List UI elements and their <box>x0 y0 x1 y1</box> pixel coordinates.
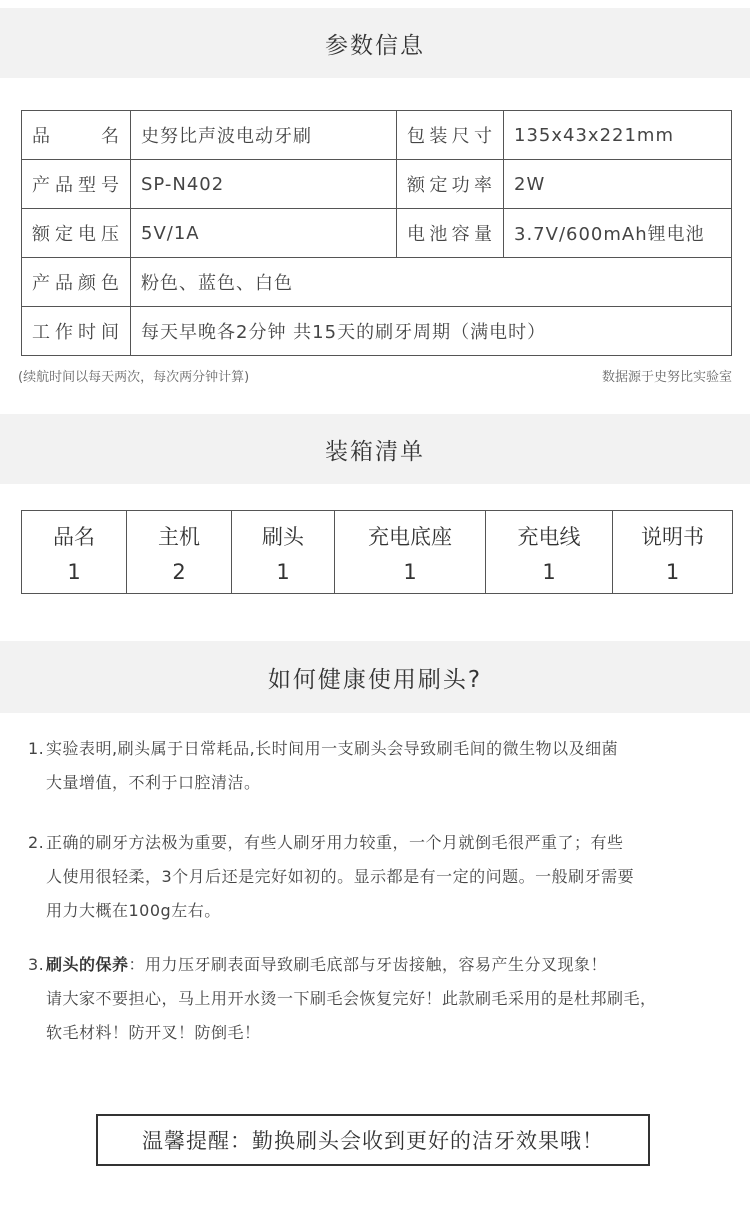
packing-header: 说明书 <box>613 511 733 557</box>
spec-value: 每天早晚各2分钟 共15天的刷牙周期（满电时） <box>131 307 732 356</box>
spec-label: 包装尺寸 <box>397 111 504 160</box>
table-row <box>22 209 732 258</box>
spec-label: 产品型号 <box>22 160 131 209</box>
paragraph-number: 2. <box>28 833 45 852</box>
paragraph-number: 3. <box>28 955 45 974</box>
reminder-text: 温馨提醒：勤换刷头会收到更好的洁牙效果哦！ <box>142 1129 604 1153</box>
packing-header: 刷头 <box>232 511 335 557</box>
table-row <box>22 307 732 356</box>
spec-label: 产品颜色 <box>22 258 131 307</box>
packing-value: 1 <box>335 556 486 594</box>
params-section-header <box>0 8 750 78</box>
packing-value: 2 <box>127 556 232 594</box>
paragraph-line: 人使用很轻柔，3个月后还是完好如初的。显示都是有一定的问题。一般刷牙需要 <box>46 867 635 886</box>
paragraph-line: 正确的刷牙方法极为重要，有些人刷牙用力较重，一个月就倒毛很严重了；有些 <box>46 833 624 852</box>
packing-value: 1 <box>22 556 127 594</box>
table-row <box>22 511 733 557</box>
paragraph-line: ：用力压牙刷表面导致刷毛底部与牙齿接触，容易产生分叉现象！ <box>128 955 608 974</box>
spec-value: 5V/1A <box>131 209 397 258</box>
spec-value: 3.7V/600mAh锂电池 <box>504 209 732 258</box>
packing-header: 充电底座 <box>335 511 486 557</box>
battery-note: (续航时间以每天两次，每次两分钟计算) <box>18 370 250 385</box>
spec-label: 工作时间 <box>22 307 131 356</box>
spec-value: 135x43x221mm <box>504 111 732 160</box>
table-row <box>22 258 732 307</box>
usage-paragraph-3 <box>28 948 748 1050</box>
table-row <box>22 111 732 160</box>
packing-value: 1 <box>613 556 733 594</box>
usage-paragraph-1 <box>28 732 748 800</box>
packing-header: 品名 <box>22 511 127 557</box>
spec-label: 额定功率 <box>397 160 504 209</box>
packing-header: 主机 <box>127 511 232 557</box>
spec-label: 品名 <box>22 111 131 160</box>
spec-value: 2W <box>504 160 732 209</box>
usage-section-header <box>0 641 750 713</box>
paragraph-number: 1. <box>28 739 45 758</box>
paragraph-line: 软毛材料！防开叉！防倒毛！ <box>46 1023 261 1042</box>
spec-label: 额定电压 <box>22 209 131 258</box>
spec-value: SP-N402 <box>131 160 397 209</box>
paragraph-bold-heading: 刷头的保养 <box>46 955 129 974</box>
packing-header: 充电线 <box>486 511 613 557</box>
table-row <box>22 556 733 594</box>
paragraph-line: 请大家不要担心，马上用开水烫一下刷毛会恢复完好！此款刷毛采用的是杜邦刷毛， <box>46 989 657 1008</box>
paragraph-line: 实验表明,刷头属于日常耗品,长时间用一支刷头会导致刷毛间的微生物以及细菌 <box>46 739 619 758</box>
spec-value: 粉色、蓝色、白色 <box>131 258 732 307</box>
packing-title: 装箱清单 <box>325 438 425 465</box>
spec-table <box>21 110 732 356</box>
reminder-box <box>96 1114 650 1166</box>
paragraph-line: 大量增值，不利于口腔清洁。 <box>46 773 261 792</box>
packing-value: 1 <box>486 556 613 594</box>
paragraph-line: 用力大概在100g左右。 <box>46 901 221 920</box>
packing-table <box>21 510 733 594</box>
spec-label: 电池容量 <box>397 209 504 258</box>
data-source-note: 数据源于史努比实验室 <box>601 370 732 385</box>
packing-value: 1 <box>232 556 335 594</box>
params-title: 参数信息 <box>325 32 425 59</box>
usage-title: 如何健康使用刷头? <box>267 666 483 693</box>
spec-value: 史努比声波电动牙刷 <box>131 111 397 160</box>
table-row <box>22 160 732 209</box>
packing-section-header <box>0 414 750 484</box>
usage-paragraph-2 <box>28 826 748 928</box>
